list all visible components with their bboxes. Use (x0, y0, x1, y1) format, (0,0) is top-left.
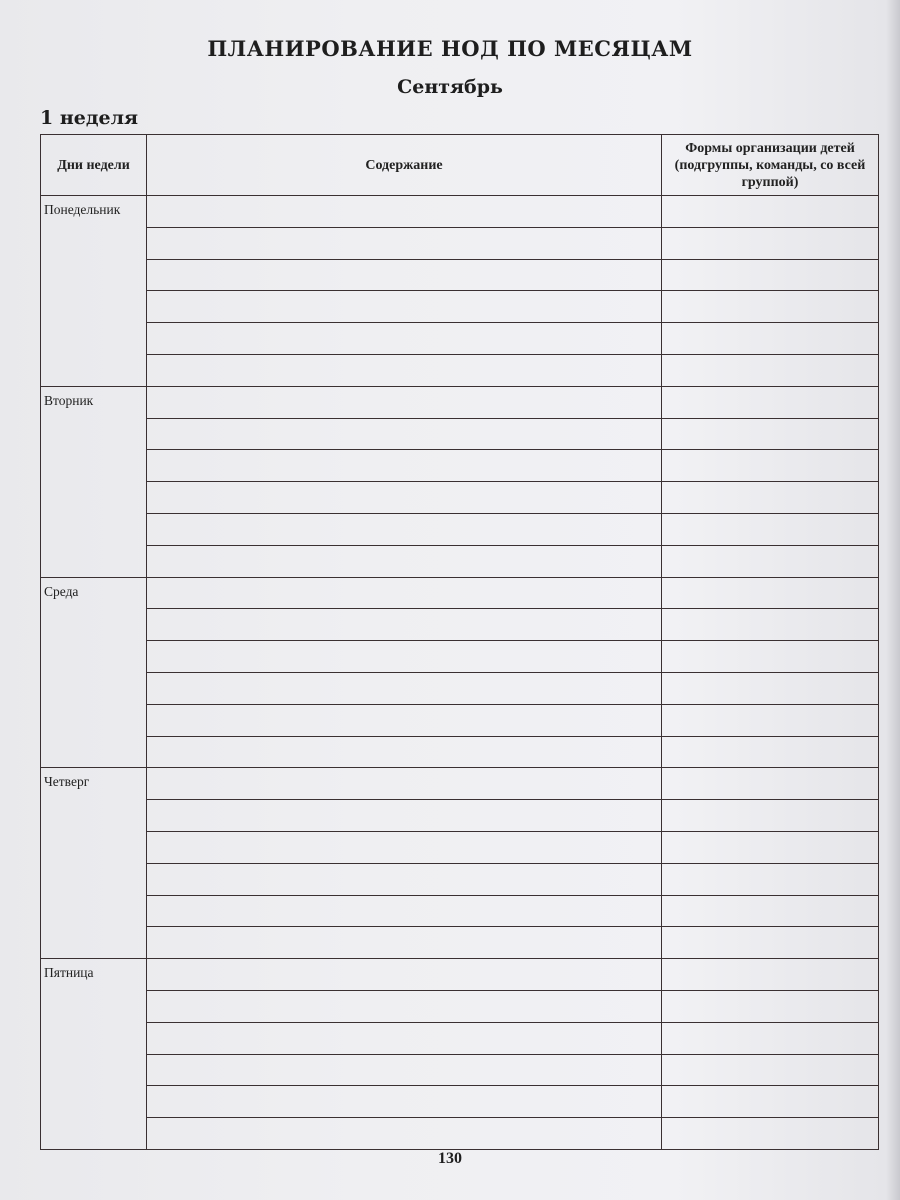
forms-cell[interactable] (662, 1022, 879, 1054)
header-forms: Формы организации детей (подгруппы, команды, со всей группой) (662, 135, 879, 196)
table-row (41, 1118, 879, 1150)
day-label: Четверг (41, 768, 147, 959)
content-cell[interactable] (147, 768, 662, 800)
forms-cell[interactable] (662, 800, 879, 832)
content-cell[interactable] (147, 513, 662, 545)
table-row (41, 927, 879, 959)
content-cell[interactable] (147, 959, 662, 991)
table-row (41, 450, 879, 482)
table-row (41, 895, 879, 927)
table-row (41, 736, 879, 768)
forms-cell[interactable] (662, 291, 879, 323)
table-row (41, 609, 879, 641)
content-cell[interactable] (147, 609, 662, 641)
table-row (41, 831, 879, 863)
table-row (41, 291, 879, 323)
content-cell[interactable] (147, 386, 662, 418)
content-cell[interactable] (147, 1086, 662, 1118)
table-row (41, 959, 879, 991)
table-row (41, 800, 879, 832)
table-row (41, 482, 879, 514)
content-cell[interactable] (147, 354, 662, 386)
table-header-row (41, 135, 879, 196)
forms-cell[interactable] (662, 513, 879, 545)
content-cell[interactable] (147, 482, 662, 514)
table-row (41, 354, 879, 386)
table-row (41, 768, 879, 800)
table-row (41, 1054, 879, 1086)
forms-cell[interactable] (662, 609, 879, 641)
table-row (41, 323, 879, 355)
forms-cell[interactable] (662, 386, 879, 418)
content-cell[interactable] (147, 323, 662, 355)
forms-cell[interactable] (662, 354, 879, 386)
forms-cell[interactable] (662, 418, 879, 450)
content-cell[interactable] (147, 259, 662, 291)
table-row (41, 259, 879, 291)
forms-cell[interactable] (662, 641, 879, 673)
day-label: Пятница (41, 959, 147, 1150)
table-row (41, 990, 879, 1022)
forms-cell[interactable] (662, 1054, 879, 1086)
content-cell[interactable] (147, 450, 662, 482)
table-row (41, 1022, 879, 1054)
page-edge-shadow (886, 0, 900, 1200)
forms-cell[interactable] (662, 227, 879, 259)
table-row (41, 513, 879, 545)
content-cell[interactable] (147, 704, 662, 736)
forms-cell[interactable] (662, 482, 879, 514)
forms-cell[interactable] (662, 672, 879, 704)
content-cell[interactable] (147, 196, 662, 228)
table-body (41, 196, 879, 1150)
content-cell[interactable] (147, 545, 662, 577)
header-days: Дни недели (41, 135, 147, 196)
content-cell[interactable] (147, 1022, 662, 1054)
day-label: Понедельник (41, 196, 147, 387)
table-row (41, 577, 879, 609)
table-row (41, 1086, 879, 1118)
content-cell[interactable] (147, 291, 662, 323)
week-heading: 1 неделя (40, 107, 139, 129)
content-cell[interactable] (147, 227, 662, 259)
forms-cell[interactable] (662, 545, 879, 577)
forms-cell[interactable] (662, 831, 879, 863)
month-heading: Сентябрь (397, 76, 503, 98)
planning-table (40, 134, 879, 1150)
table-row (41, 545, 879, 577)
forms-cell[interactable] (662, 196, 879, 228)
table-row (41, 386, 879, 418)
content-cell[interactable] (147, 577, 662, 609)
forms-cell[interactable] (662, 1118, 879, 1150)
table-row (41, 672, 879, 704)
forms-cell[interactable] (662, 1086, 879, 1118)
content-cell[interactable] (147, 800, 662, 832)
content-cell[interactable] (147, 863, 662, 895)
forms-cell[interactable] (662, 577, 879, 609)
header-content: Содержание (147, 135, 662, 196)
table-row (41, 641, 879, 673)
forms-cell[interactable] (662, 259, 879, 291)
forms-cell[interactable] (662, 768, 879, 800)
day-label: Среда (41, 577, 147, 768)
forms-cell[interactable] (662, 990, 879, 1022)
forms-cell[interactable] (662, 450, 879, 482)
forms-cell[interactable] (662, 863, 879, 895)
table-row (41, 704, 879, 736)
content-cell[interactable] (147, 927, 662, 959)
content-cell[interactable] (147, 831, 662, 863)
forms-cell[interactable] (662, 927, 879, 959)
table-row (41, 863, 879, 895)
table-row (41, 196, 879, 228)
day-label: Вторник (41, 386, 147, 577)
forms-cell[interactable] (662, 323, 879, 355)
forms-cell[interactable] (662, 959, 879, 991)
content-cell[interactable] (147, 990, 662, 1022)
content-cell[interactable] (147, 1118, 662, 1150)
forms-cell[interactable] (662, 704, 879, 736)
content-cell[interactable] (147, 672, 662, 704)
content-cell[interactable] (147, 895, 662, 927)
content-cell[interactable] (147, 418, 662, 450)
page-number: 130 (438, 1150, 462, 1167)
content-cell[interactable] (147, 736, 662, 768)
table-row (41, 227, 879, 259)
forms-cell[interactable] (662, 736, 879, 768)
page-title: ПЛАНИРОВАНИЕ НОД ПО МЕСЯЦАМ (207, 36, 693, 61)
content-cell[interactable] (147, 641, 662, 673)
forms-cell[interactable] (662, 895, 879, 927)
content-cell[interactable] (147, 1054, 662, 1086)
table-row (41, 418, 879, 450)
